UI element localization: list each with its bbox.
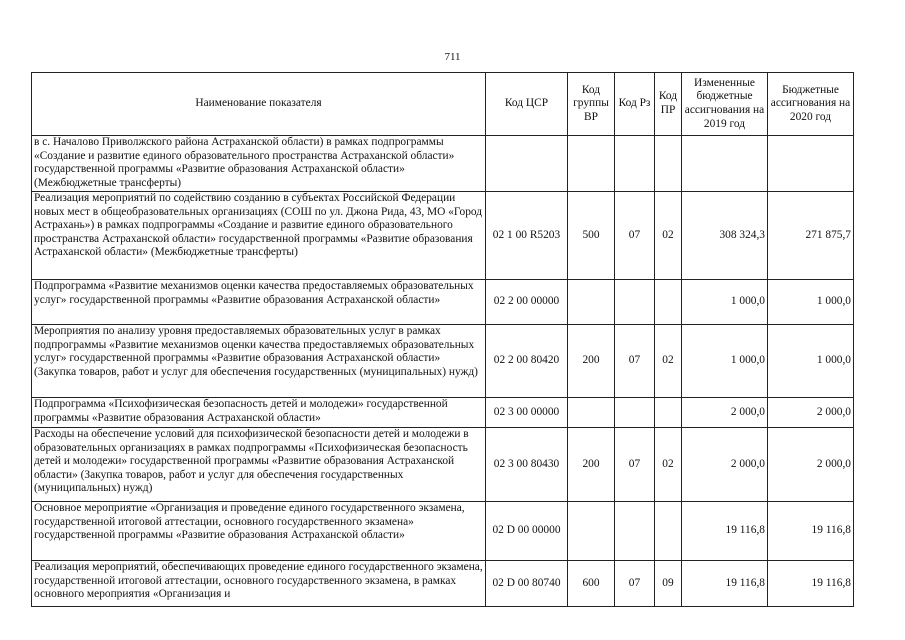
row-pr [655, 502, 682, 561]
row-vr: 200 [568, 325, 615, 398]
row-csr: 02 D 00 00000 [486, 502, 568, 561]
row-2020: 2 000,0 [768, 398, 854, 428]
row-pr [655, 280, 682, 325]
row-csr: 02 1 00 R5203 [486, 192, 568, 280]
row-2020: 2 000,0 [768, 428, 854, 502]
row-2020 [768, 136, 854, 192]
header-2019: Измененные бюджетные ассигнования на 2019 год [682, 73, 768, 136]
row-rz: 07 [615, 428, 655, 502]
row-2019: 1 000,0 [682, 280, 768, 325]
row-vr: 200 [568, 428, 615, 502]
row-csr [486, 136, 568, 192]
row-2020: 271 875,7 [768, 192, 854, 280]
table-row [32, 561, 854, 607]
header-2020: Бюджетные ассигнования на 2020 год [768, 73, 854, 136]
header-rz: Код Рз [615, 73, 655, 136]
row-vr [568, 280, 615, 325]
row-pr: 02 [655, 325, 682, 398]
row-2019: 19 116,8 [682, 502, 768, 561]
table-row [32, 325, 854, 398]
header-csr: Код ЦСР [486, 73, 568, 136]
page-number: 711 [444, 51, 461, 63]
row-rz [615, 398, 655, 428]
row-2019: 308 324,3 [682, 192, 768, 280]
header-pr: Код ПР [655, 73, 682, 136]
row-pr [655, 398, 682, 428]
table-row [32, 192, 854, 280]
budget-table [31, 72, 854, 607]
row-vr [568, 502, 615, 561]
row-name: в с. Началово Приволжского района Астраханской области) в рамках подпрограммы «Создание и развитие единого образовательного пространства Астраханской области» государственной программы «Развитие образования Астраханской области» (Межбюджетные трансферты) [32, 136, 486, 192]
row-pr: 02 [655, 428, 682, 502]
row-vr: 600 [568, 561, 615, 607]
table-row [32, 398, 854, 428]
row-rz: 07 [615, 325, 655, 398]
table-header-row [32, 73, 854, 136]
row-csr: 02 2 00 80420 [486, 325, 568, 398]
row-name: Подпрограмма «Психофизическая безопасность детей и молодежи» государственной программы «Развитие образования Астраханской области» [32, 398, 486, 428]
table-row [32, 502, 854, 561]
table-row [32, 428, 854, 502]
row-name: Расходы на обеспечение условий для психофизической безопасности детей и молодежи в образовательных организациях в рамках подпрограммы «Психофизическая безопасность детей и молодежи» государственной программы «Развитие образования Астраханской области» (Закупка товаров, работ и услуг для обеспечения государственных (муниципальных) нужд) [32, 428, 486, 502]
table-row [32, 136, 854, 192]
row-2019: 1 000,0 [682, 325, 768, 398]
row-name: Мероприятия по анализу уровня предоставляемых образовательных услуг в рамках подпрограммы «Развитие механизмов оценки качества предоставляемых образовательных услуг» государственной программы «Развитие образования Астраханской области» (Закупка товаров, работ и услуг для обеспечения государственных (муниципальных) нужд) [32, 325, 486, 398]
row-rz: 07 [615, 561, 655, 607]
row-vr [568, 136, 615, 192]
row-2019: 2 000,0 [682, 398, 768, 428]
row-2020: 19 116,8 [768, 502, 854, 561]
row-rz [615, 280, 655, 325]
row-csr: 02 3 00 80430 [486, 428, 568, 502]
row-name: Основное мероприятие «Организация и проведение единого государственного экзамена, государственной итоговой аттестации, основного государственного экзамена» государственной программы «Развитие образования Астраханской области» [32, 502, 486, 561]
row-2020: 1 000,0 [768, 325, 854, 398]
row-csr: 02 2 00 00000 [486, 280, 568, 325]
row-2020: 1 000,0 [768, 280, 854, 325]
row-rz [615, 502, 655, 561]
row-csr: 02 3 00 00000 [486, 398, 568, 428]
row-2019: 2 000,0 [682, 428, 768, 502]
row-vr [568, 398, 615, 428]
row-rz: 07 [615, 192, 655, 280]
row-name: Реализация мероприятий по содействию созданию в субъектах Российской Федерации новых мест в общеобразовательных организациях (СОШ по ул. Джона Рида, 43, МО «Город Астрахань») в рамках подпрограммы «Создание и развитие единого образовательного пространства Астраханской области» государственной программы «Развитие образования Астраханской области» (Межбюджетные трансферты) [32, 192, 486, 280]
row-pr [655, 136, 682, 192]
row-name: Реализация мероприятий, обеспечивающих проведение единого государственного экзамена, государственной итоговой аттестации, основного государственного экзамена, в рамках основного мероприятия «Организация и [32, 561, 486, 607]
header-name: Наименование показателя [32, 73, 486, 136]
header-vr: Код группы ВР [568, 73, 615, 136]
row-2019 [682, 136, 768, 192]
row-pr: 02 [655, 192, 682, 280]
row-csr: 02 D 00 80740 [486, 561, 568, 607]
row-pr: 09 [655, 561, 682, 607]
row-2019: 19 116,8 [682, 561, 768, 607]
row-vr: 500 [568, 192, 615, 280]
table-row [32, 280, 854, 325]
row-2020: 19 116,8 [768, 561, 854, 607]
row-name: Подпрограмма «Развитие механизмов оценки качества предоставляемых образовательных услуг» государственной программы «Развитие образования Астраханской области» [32, 280, 486, 325]
row-rz [615, 136, 655, 192]
